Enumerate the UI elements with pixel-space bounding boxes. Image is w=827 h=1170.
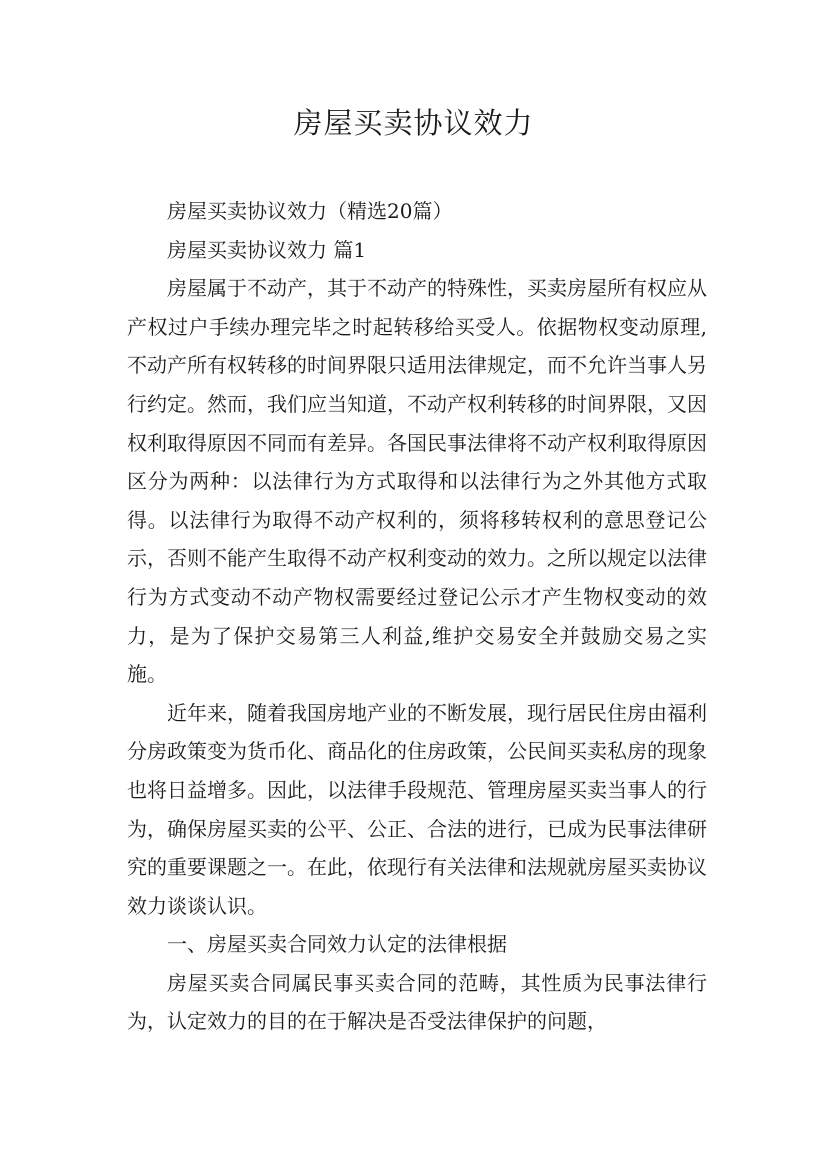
document-body: [127, 192, 707, 1041]
paragraph-1: 房屋属于不动产，其于不动产的特殊性，买卖房屋所有权应从产权过户手续办理完毕之时起转移给买受人。依据物权变动原理,不动产所有权转移的时间界限只适用法律规定，而不允许当事人另行约定。然而，我们应当知道，不动产权利转移的时间界限，又因权利取得原因不同而有差异。各国民事法律将不动产权利取得原因区分为两种：以法律行为方式取得和以法律行为之外其他方式取得。以法律行为取得不动产权利的，须将移转权利的意思登记公示，否则不能产生取得不动产权利变动的效力。之所以规定以法律行为方式变动不动产物权需要经过登记公示才产生物权变动的效力，是为了保护交易第三人利益,维护交易安全并鼓励交易之实施。: [127, 276, 707, 687]
paragraph-2: 近年来，随着我国房地产业的不断发展，现行居民住房由福利分房政策变为货币化、商品化的住房政策，公民间买卖私房的现象也将日益增多。因此，以法律手段规范、管理房屋买卖当事人的行为，确保房屋买卖的公平、公正、合法的进行，已成为民事法律研究的重要课题之一。在此，依现行有关法律和法规就房屋买卖协议效力谈谈认识。: [127, 700, 707, 918]
section-heading: 房屋买卖协议效力 篇1: [167, 237, 367, 262]
document-subtitle: 房屋买卖协议效力（精选20篇）: [167, 199, 453, 223]
document-title: 房屋买卖协议效力: [293, 106, 534, 140]
paragraph-3: 房屋买卖合同属民事买卖合同的范畴，其性质为民事法律行为，认定效力的目的在于解决是否受法律保护的问题，: [127, 970, 707, 1034]
subsection-heading: 一、房屋买卖合同效力认定的法律根据: [167, 932, 507, 957]
